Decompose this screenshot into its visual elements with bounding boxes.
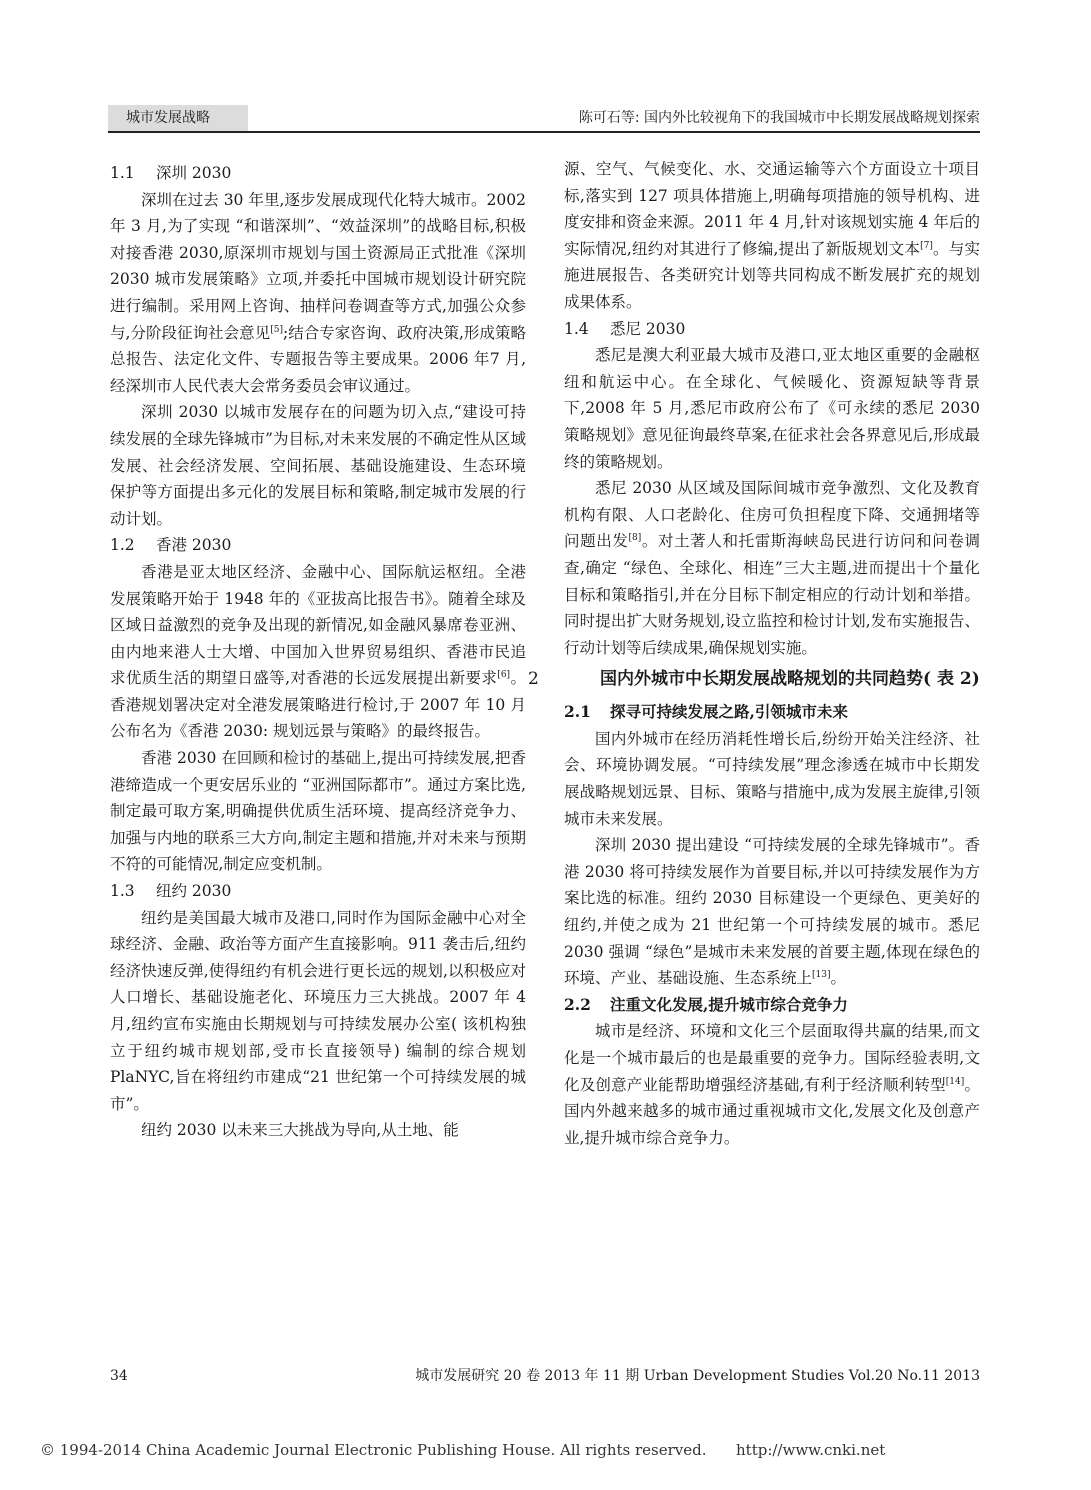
section-heading-2 [528, 665, 980, 693]
cnki-link[interactable]: http://www.cnki.net [736, 1441, 886, 1459]
page-footer [110, 1365, 980, 1387]
paragraph [564, 832, 980, 992]
section-number: 2 [528, 669, 539, 690]
citation: [8] [628, 533, 642, 544]
page-number: 34 [110, 1368, 128, 1384]
section-number: 2.1 [564, 702, 591, 722]
section-title: 探寻可持续发展之路,引领城市未来 [610, 702, 848, 722]
section-title: 注重文化发展,提升城市综合竞争力 [610, 994, 848, 1014]
section-number: 1.3 [110, 882, 135, 901]
running-header [108, 105, 980, 131]
paragraph: 国内外城市在经历消耗性增长后,纷纷开始关注经济、社会、环境协调发展。“可持续发展”理念渗透在城市中长期发展战略规划远景、目标、策略与措施中,成为发展主旋律,引领城市未来发展。 [564, 729, 980, 828]
section-heading-1-2 [110, 532, 526, 559]
paragraph [110, 187, 526, 400]
section-title: 纽约 2030 [156, 882, 232, 901]
paragraph-text: 。国内外越来越多的城市通过重视城市文化,发展文化及创意产业,提升城市综合竞争力。 [564, 1075, 980, 1147]
section-title: 悉尼 2030 [610, 319, 686, 338]
section-number: 1.4 [564, 319, 589, 338]
paragraph-text: 。与实施进展报告、各类研究计划等共同构成不断发展扩充的规划成果体系。 [564, 239, 980, 311]
copyright-notice [40, 1441, 1060, 1459]
journal-citation: 城市发展研究 20 卷 2013 年 11 期 Urban Development Studies Vol.20 No.11 2013 [415, 1368, 980, 1384]
citation: [13] [812, 970, 831, 981]
section-heading-1-1 [110, 160, 526, 187]
section-title: 香港 2030 [156, 536, 232, 555]
paragraph-text: 香港是亚太地区经济、金融中心、国际航运枢纽。全港发展策略开始于 1948 年的《亚拔高比报告书》。随着全球及区域日益激烈的竞争及出现的新情况,如金融风暴席卷亚洲、由内地来港人士大增、中国加入世界贸易组织、香港市民追求优质生活的期望日盛等,对香港的长远发展提出新要求 [110, 562, 526, 688]
paragraph [564, 156, 980, 316]
section-title: 国内外城市中长期发展战略规划的共同趋势( 表 2) [600, 669, 980, 690]
paragraph [564, 1018, 980, 1151]
section-heading-2-1 [564, 699, 980, 726]
citation: [6] [497, 670, 511, 681]
paragraph-text: 深圳在过去 30 年里,逐步发展成现代化特大城市。2002 年 3 月,为了实现 “和谐深圳”、“效益深圳”的战略目标,积极对接香港 2030,原深圳市规划与国土资源局正式批准《深圳 2030 城市发展策略》立项,并委托中国城市规划设计研究院进行编制。采用网上咨询、抽样问卷调查等方式,加强公众参与,分阶段征询社会意见 [110, 190, 526, 342]
header-divider [108, 131, 980, 133]
paragraph-text: ;结合专家咨询、政府决策,形成策略总报告、法定化文件、专题报告等主要成果。2006 年7 月,经深圳市人民代表大会常务委员会审议通过。 [110, 323, 526, 395]
paragraph-text: 城市是经济、环境和文化三个层面取得共赢的结果,而文化是一个城市最后的也是最重要的竞争力。国际经验表明,文化及创意产业能帮助增强经济基础,有利于经济顺利转型 [564, 1022, 980, 1094]
section-heading-2-2 [564, 992, 980, 1019]
paragraph: 深圳 2030 以城市发展存在的问题为切入点,“建设可持续发展的全球先锋城市”为目标,对未来发展的不确定性从区域发展、社会经济发展、空间拓展、基础设施建设、生态环境保护等方面提出多元化的发展目标和策略,制定城市发展的行动计划。 [110, 403, 526, 528]
left-column [110, 160, 526, 1144]
paragraph-text: 深圳 2030 提出建设 “可持续发展的全球先锋城市”。香港 2030 将可持续发展作为首要目标,并以可持续发展作为方案比选的标准。纽约 2030 目标建设一个更绿色、更美好的纽约,并使之成为 21 世纪第一个可持续发展的城市。悉尼 2030 强调 “绿色”是城市未来发展的首要主题,体现在绿色的环境、产业、基础设施、生态系统上 [564, 836, 980, 988]
paragraph-text: 悉尼 2030 从区域及国际间城市竞争激烈、文化及教育机构有限、人口老龄化、住房可负担程度下降、交通拥堵等问题出发 [564, 479, 980, 551]
paragraph-text: 。对土著人和托雷斯海峡岛民进行访问和问卷调查,确定 “绿色、全球化、相连”三大主题,进而提出十个量化目标和策略指引,并在分目标下制定相应的行动计划和举措。同时提出扩大财务规划,设立监控和检讨计划,发布实施报告、行动计划等后续成果,确保规划实施。 [564, 532, 980, 657]
section-number: 1.1 [110, 164, 135, 182]
section-label: 城市发展战略 [108, 105, 248, 131]
citation: [7] [920, 240, 933, 251]
paragraph: 纽约 2030 以未来三大挑战为导向,从土地、能 [141, 1121, 459, 1140]
article-running-title: 陈可石等: 国内外比较视角下的我国城市中长期发展战略规划探索 [578, 110, 980, 126]
section-heading-1-3 [110, 878, 526, 905]
section-number: 2.2 [564, 994, 591, 1014]
paragraph-text: 。 [830, 969, 847, 988]
paragraph-text: 源、空气、气候变化、水、交通运输等六个方面设立十项目标,落实到 127 项具体措施上,明确每项措施的领导机构、进度安排和资金来源。2011 年 4 月,针对该规划实施 4 年后的实际情况,纽约对其进行了修编,提出了新版规划文本 [564, 160, 980, 258]
copyright-text: © 1994-2014 China Academic Journal Electronic Publishing House. All rights reserved. [40, 1441, 707, 1459]
paragraph [110, 559, 526, 745]
section-number: 1.2 [110, 536, 135, 555]
paragraph [564, 475, 980, 661]
section-title: 深圳 2030 [156, 164, 232, 182]
citation: [14] [945, 1076, 965, 1087]
paragraph: 纽约是美国最大城市及港口,同时作为国际金融中心对全球经济、金融、政治等方面产生直接影响。911 袭击后,纽约经济快速反弹,使得纽约有机会进行更长远的规划,以积极应对人口增长、基础设施老化、环境压力三大挑战。2007 年 4 月,纽约宣布实施由长期规划与可持续发展办公室( 该机构独立于纽约城市规划部,受市长直接领导) 编制的综合规划 PlaNYC,旨在将纽约市建成“21 世纪第一个可持续发展的城市”。 [110, 908, 526, 1113]
paragraph: 悉尼是澳大利亚最大城市及港口,亚太地区重要的金融枢纽和航运中心。在全球化、气候暖化、资源短缺等背景下,2008 年 5 月,悉尼市政府公布了《可永续的悉尼 2030 策略规划》意见征询最终草案,在征求社会各界意见后,形成最终的策略规划。 [564, 346, 980, 471]
right-column [528, 156, 980, 1151]
paragraph: 香港 2030 在回顾和检讨的基础上,提出可持续发展,把香港缔造成一个更安居乐业的 “亚洲国际都市”。通过方案比选,制定最可取方案,明确提供优质生活环境、提高经济竞争力、加强与内地的联系三大方向,制定主题和措施,并对未来与预期不符的可能情况,制定应变机制。 [110, 749, 526, 874]
citation: [5] [270, 324, 283, 335]
paragraph-text: 。香港规划署决定对全港发展策略进行检讨,于 2007 年 10 月公布名为《香港 2030: 规划远景与策略》的最终报告。 [110, 669, 526, 741]
section-heading-1-4 [564, 316, 980, 343]
